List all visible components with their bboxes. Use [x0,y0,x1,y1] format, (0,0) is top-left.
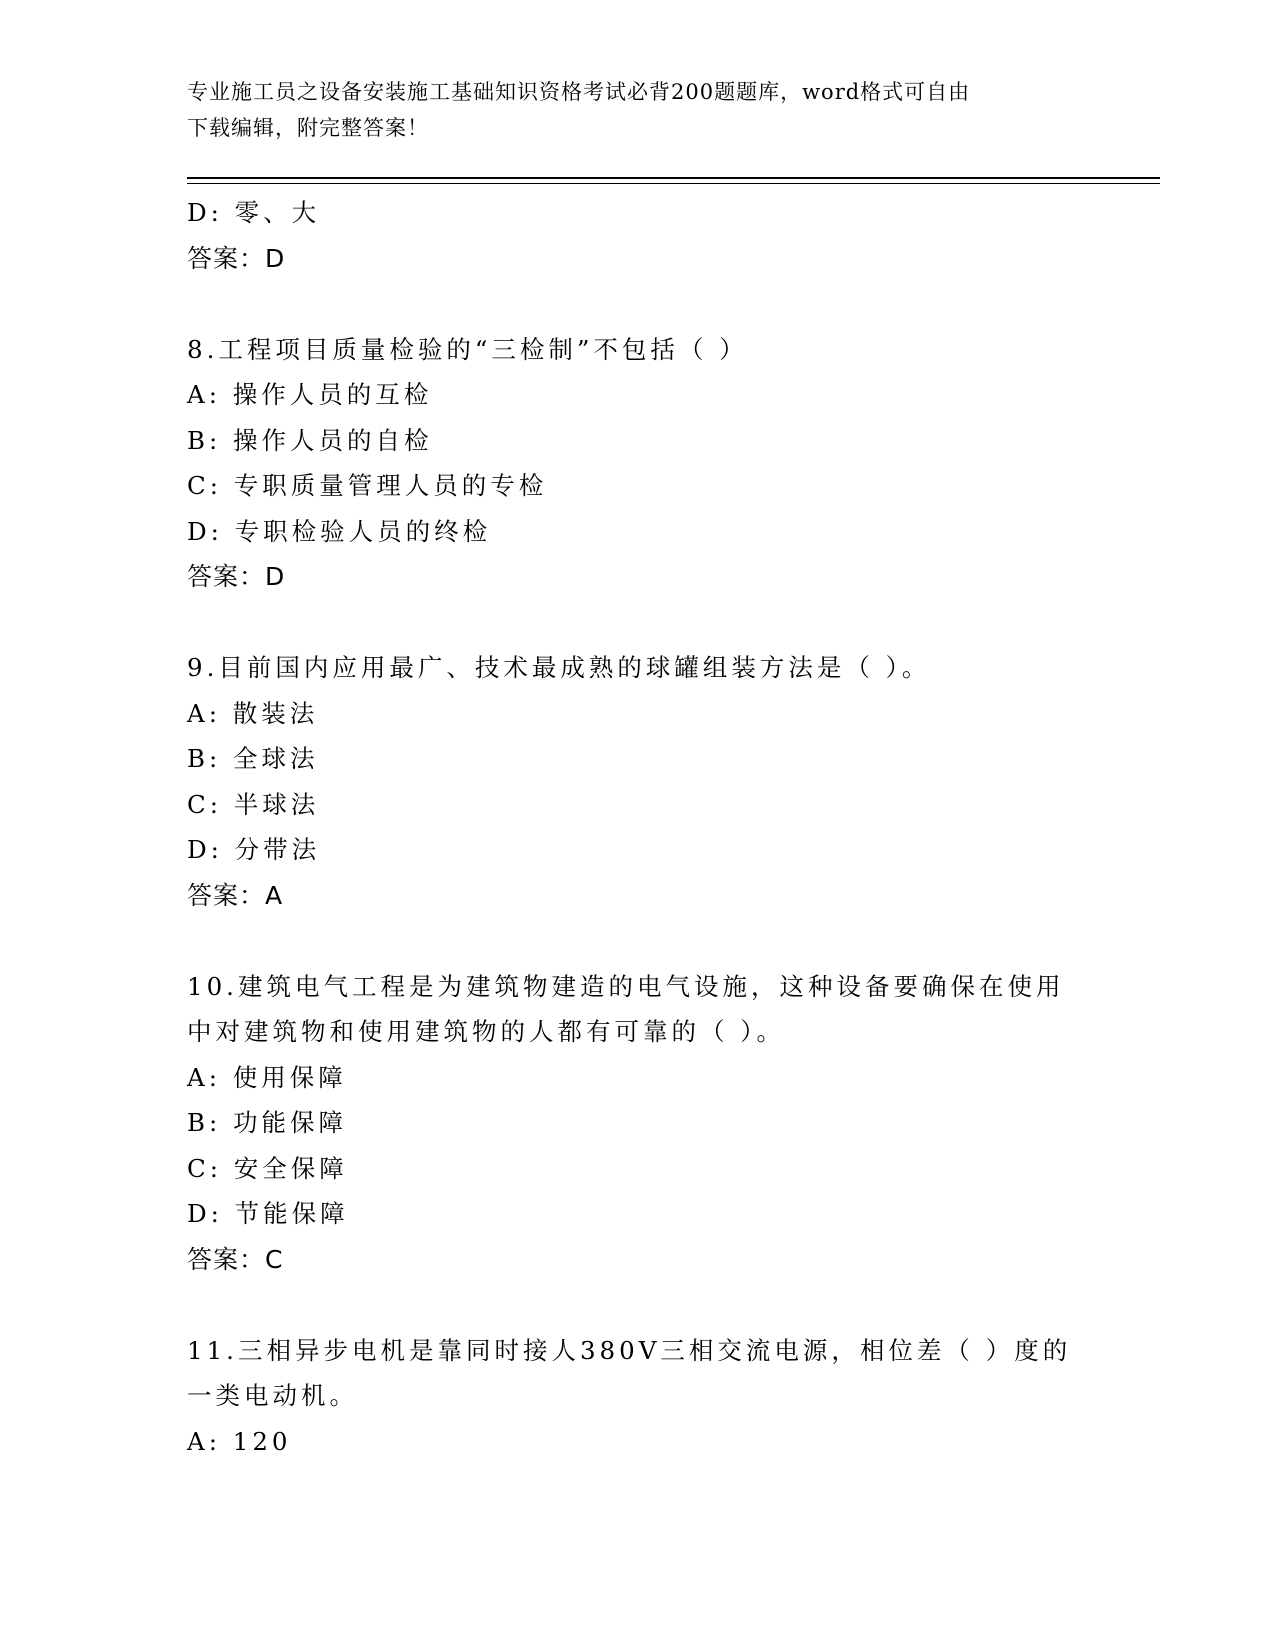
question-stem-line-2: 中对建筑物和使用建筑物的人都有可靠的（ ）。 [187,1017,786,1046]
option-a: A: 使用保障 [187,1062,347,1092]
question-stem-line-2: 一类电动机。 [187,1381,358,1410]
option-a: A: 操作人员的互检 [187,380,433,409]
question-10 [187,964,1087,1283]
option-d: D: 零、大 [187,198,321,227]
question-9 [187,645,1087,918]
spacer [187,600,1087,646]
option-d: D: 专职检验人员的终检 [187,516,492,546]
answer-line: 答案：C [187,1244,284,1274]
question-list [187,190,1087,1464]
spacer [187,281,1087,327]
option-b: B: 功能保障 [187,1108,348,1137]
answer-line: 答案：D [187,562,286,591]
option-d: D: 分带法 [187,835,321,864]
option-d: D: 节能保障 [187,1199,349,1228]
header-title-line-2: 下载编辑，附完整答案！ [187,116,429,140]
question-11 [187,1328,1087,1465]
option-a: A: 散装法 [187,698,319,728]
answer-line: 答案：A [187,880,284,910]
option-b: B: 全球法 [187,744,319,773]
header-divider-thick [187,177,1160,179]
document-header [187,74,1087,146]
spacer [187,918,1087,964]
header-title-line-1: 专业施工员之设备安装施工基础知识资格考试必背200题题库，word格式可自由 [187,80,971,104]
answer-line: 答案：D [187,243,286,273]
option-c: C: 专职质量管理人员的专检 [187,471,548,500]
question-8 [187,327,1087,600]
option-c: C: 安全保障 [187,1153,348,1183]
question-stem-line-1: 11.三相异步电机是靠同时接人380V三相交流电源，相位差（ ）度的 [187,1335,1072,1365]
option-c: C: 半球法 [187,789,320,819]
question-7-tail [187,190,1087,281]
question-stem: 9.目前国内应用最广、技术最成熟的球罐组装方法是（ ）。 [187,653,931,682]
option-a: A: 120 [187,1426,292,1456]
spacer [187,1282,1087,1328]
question-stem: 8.工程项目质量检验的“三检制”不包括（ ） [187,334,748,364]
option-b: B: 操作人员的自检 [187,425,433,455]
header-divider-thin [187,183,1160,184]
question-stem-line-1: 10.建筑电气工程是为建筑物建造的电气设施，这种设备要确保在使用 [187,971,1065,1001]
